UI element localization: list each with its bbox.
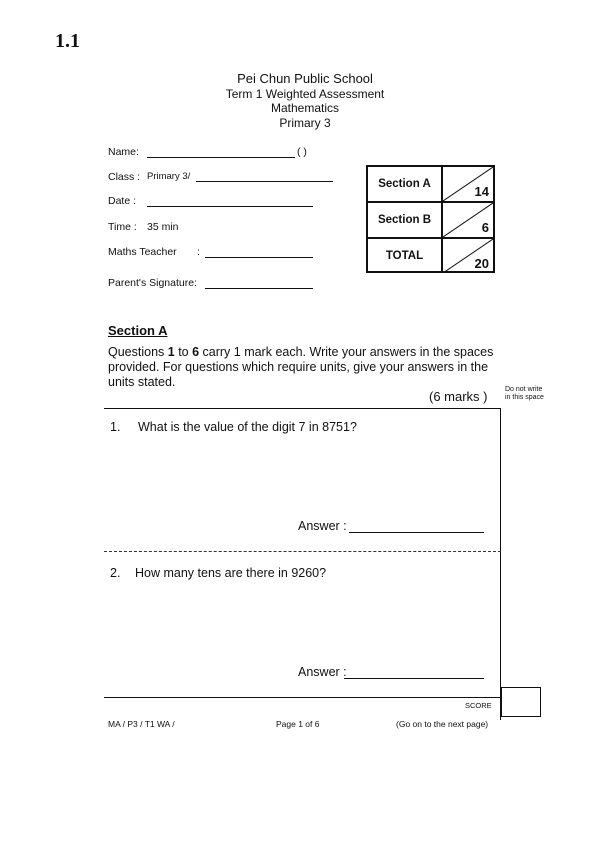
- footer-page: Page 1 of 6: [276, 719, 320, 729]
- score-row-label: Section A: [368, 167, 443, 201]
- score-max: 14: [474, 184, 489, 199]
- class-label: Class :: [108, 171, 141, 183]
- score-table: [366, 165, 495, 273]
- score-row-total: [368, 239, 493, 273]
- score-row-section-a: [368, 167, 493, 203]
- parent-signature-line[interactable]: [205, 287, 313, 289]
- answer-line[interactable]: [344, 677, 484, 679]
- register-number-bracket: ( ): [297, 146, 307, 158]
- margin-rule: [500, 408, 501, 720]
- subject-title: Mathematics: [270, 101, 340, 115]
- question-number: 1.: [110, 420, 121, 434]
- question-text: What is the value of the digit 7 in 8751?: [138, 420, 357, 434]
- section-marks: (6 marks ): [429, 389, 488, 404]
- top-rule: [104, 408, 501, 409]
- question-text: How many tens are there in 9260?: [135, 566, 327, 580]
- score-row-section-b: [368, 203, 493, 239]
- answer-line[interactable]: [349, 531, 484, 533]
- section-title: Section A: [108, 323, 168, 338]
- teacher-label: Maths Teacher: [108, 246, 177, 258]
- section-instructions: Questions 1 to 6 carry 1 mark each. Write your answers in the spaces provided. For questions which require units, give your answers in the units stated.: [108, 345, 494, 389]
- footer-code: MA / P3 / T1 WA /: [108, 719, 175, 729]
- date-label: Date :: [108, 195, 137, 207]
- assessment-title: Term 1 Weighted Assessment: [225, 87, 385, 101]
- time-label: Time :: [108, 221, 137, 233]
- question-number: 2.: [110, 566, 121, 580]
- parent-signature-label: Parent's Signature:: [108, 277, 197, 289]
- time-value: 35 min: [147, 221, 179, 233]
- name-line[interactable]: [147, 156, 295, 158]
- answer-label: Answer :: [298, 519, 347, 533]
- score-box[interactable]: [501, 687, 541, 717]
- score-row-label: Section B: [368, 203, 443, 237]
- footer-next: (Go on to the next page): [396, 719, 489, 729]
- date-line[interactable]: [147, 205, 313, 207]
- class-value: Primary 3/: [147, 171, 191, 182]
- level-title: Primary 3: [279, 116, 331, 130]
- name-label: Name:: [108, 146, 139, 158]
- do-not-write-note: Do not write in this space: [505, 386, 544, 401]
- teacher-colon: :: [197, 246, 200, 258]
- teacher-line[interactable]: [205, 256, 313, 258]
- bottom-rule: [104, 697, 501, 698]
- page-number: 1.1: [55, 30, 80, 52]
- score-row-label: TOTAL: [368, 239, 443, 273]
- score-label: SCORE: [465, 701, 492, 710]
- school-name: Pei Chun Public School: [237, 71, 373, 86]
- answer-label: Answer :: [298, 665, 347, 679]
- score-max: 20: [474, 256, 489, 271]
- question-divider: [104, 551, 501, 552]
- class-line[interactable]: [196, 180, 333, 182]
- score-max: 6: [481, 220, 489, 235]
